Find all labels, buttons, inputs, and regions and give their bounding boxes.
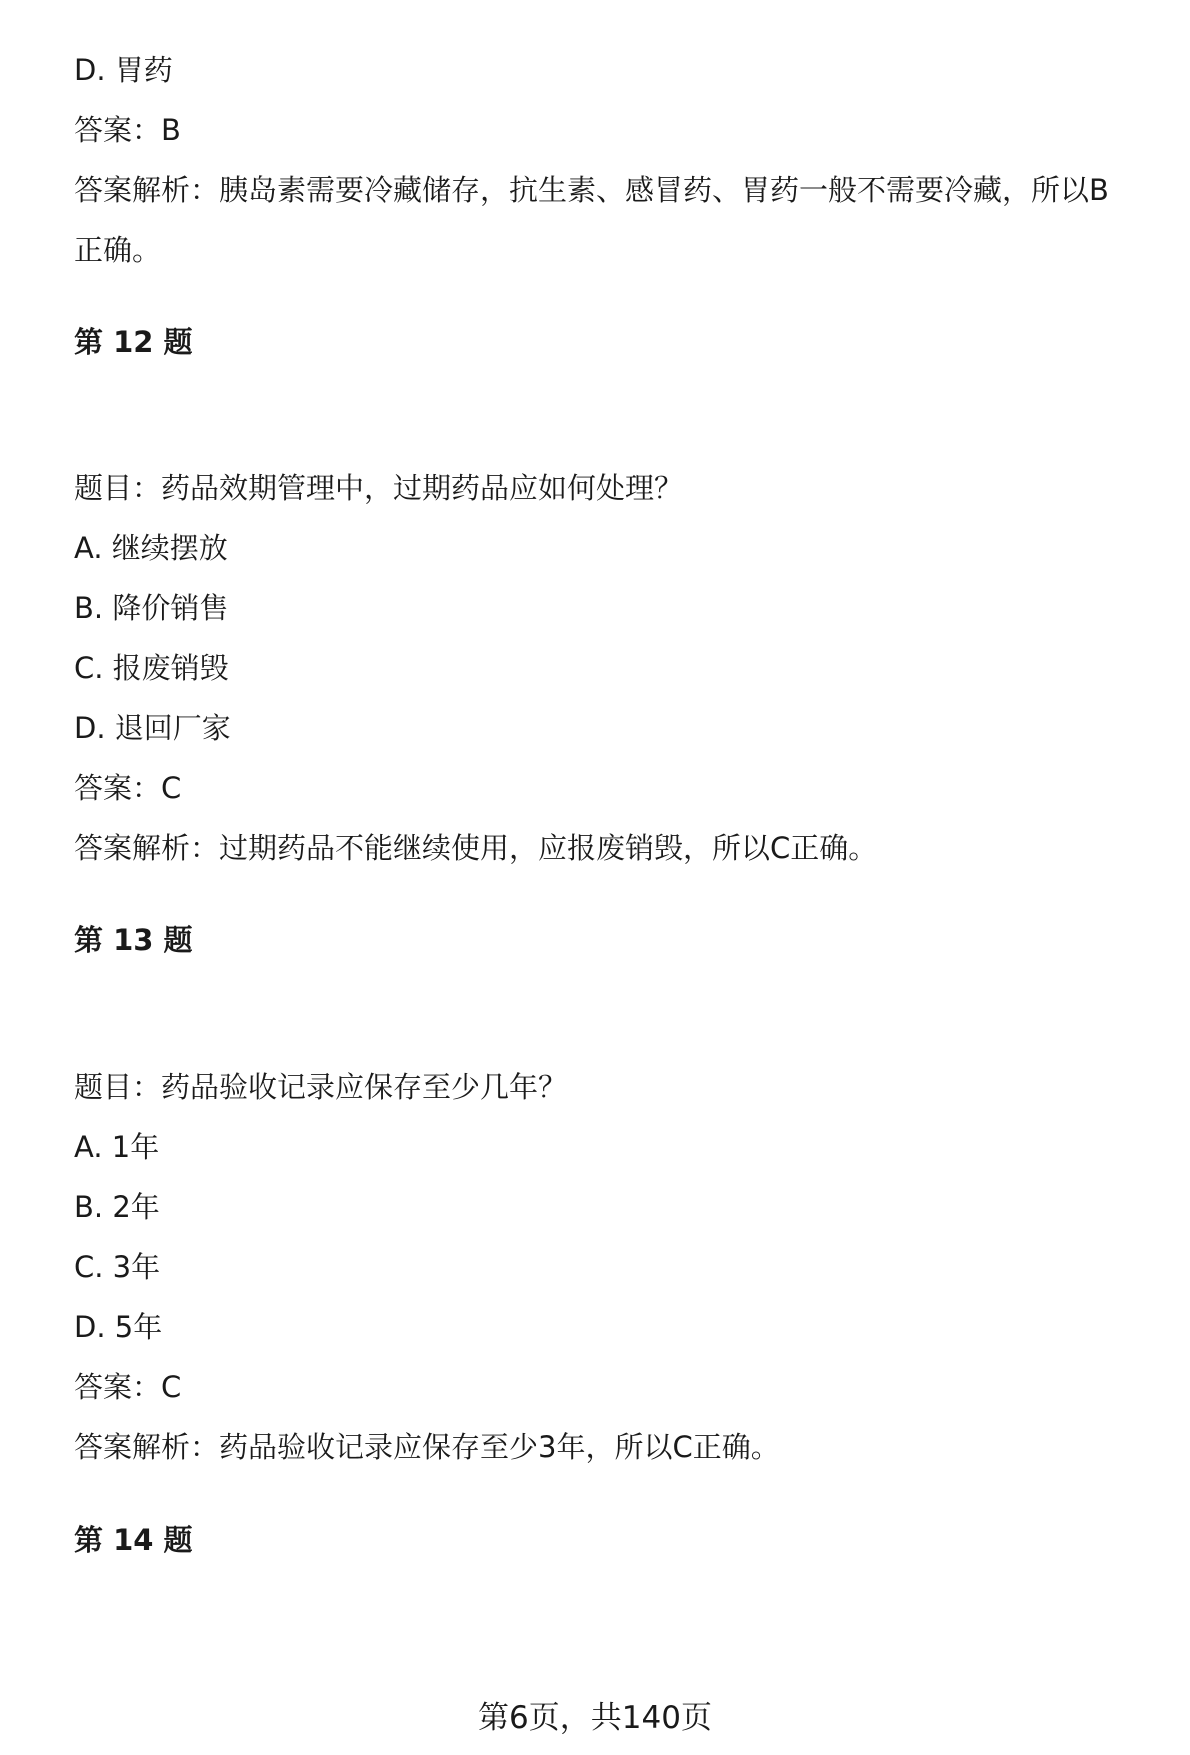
answer: 答案：C (74, 771, 182, 805)
question-heading: 第 12 题 (74, 325, 193, 359)
question-text: 题目：药品验收记录应保存至少几年？ (74, 1070, 568, 1104)
option-a: A. 1年 (74, 1130, 160, 1164)
question-heading: 第 13 题 (74, 923, 193, 957)
option-c: C. 报废销毁 (74, 651, 229, 685)
option-a: A. 继续摆放 (74, 531, 228, 565)
page-number-footer: 第6页，共140页 (478, 1700, 712, 1736)
option-d: D. 5年 (74, 1310, 163, 1344)
answer-analysis: 答案解析：过期药品不能继续使用，应报废销毁，所以C正确。 (74, 831, 878, 865)
answer-analysis: 答案解析：胰岛素需要冷藏储存，抗生素、感冒药、胃药一般不需要冷藏，所以B (74, 173, 1109, 207)
option-b: B. 2年 (74, 1190, 160, 1224)
option-b: B. 降价销售 (74, 591, 229, 625)
question-text: 题目：药品效期管理中，过期药品应如何处理？ (74, 471, 684, 505)
option-d: D. 胃药 (74, 53, 173, 87)
answer-analysis-continued: 正确。 (74, 233, 162, 267)
answer-analysis: 答案解析：药品验收记录应保存至少3年，所以C正确。 (74, 1430, 780, 1464)
option-d: D. 退回厂家 (74, 711, 231, 745)
answer: 答案：C (74, 1370, 182, 1404)
answer: 答案：B (74, 113, 181, 147)
option-c: C. 3年 (74, 1250, 161, 1284)
question-heading: 第 14 题 (74, 1523, 193, 1557)
